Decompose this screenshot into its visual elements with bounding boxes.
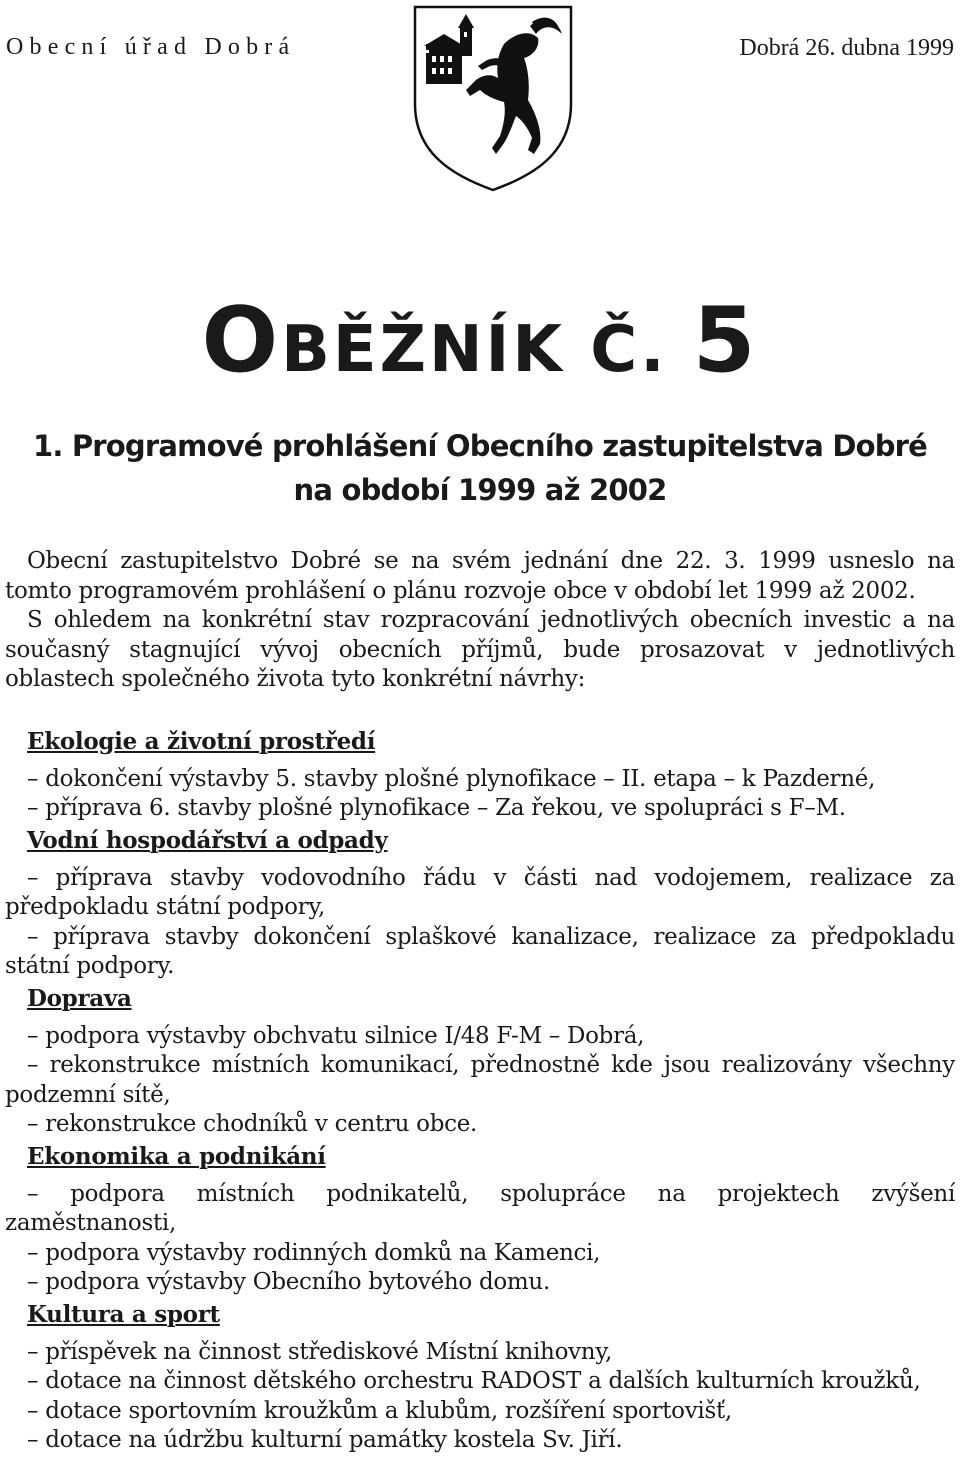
section-title [0,424,960,512]
list-item: – podpora výstavby rodinných domků na Kamenci, [27,1239,601,1266]
list-item: – dotace sportovním kroužkům a klubům, rozšíření sportovišť, [27,1397,732,1424]
section-ekonomika [5,1140,955,1298]
list-item: – dotace na činnost dětského orchestru RADOST a dalších kulturních kroužků, [27,1368,921,1394]
section-doprava [5,982,955,1140]
intro-paragraph: S ohledem na konkrétní stav rozpracování jednotlivých obecních investic a na současný stagnující vývoj obecních příjmů, bude prosazovat v jednotlivých oblastech společného života tyto konkrétní návrhy: [5,607,955,692]
list-item: – příspěvek na činnost střediskové Místní knihovny, [27,1338,612,1365]
list-item: – podpora výstavby obchvatu silnice I/48 F-M – Dobrá, [27,1022,645,1049]
list-item: – příprava 6. stavby plošné plynofikace – Za řekou, ve spolupráci s F–M. [27,795,846,821]
list-item: – dokončení výstavby 5. stavby plošné plynofikace – II. etapa – k Pazderné, [27,765,876,792]
document-date: Dobrá 26. dubna 1999 [739,35,954,61]
list-item: – rekonstrukce chodníků v centru obce. [27,1111,478,1137]
list-item: – podpora místních podnikatelů, spolupráce na projektech zvýšení zaměstnanosti, [5,1180,955,1236]
office-name: Obecní úřad Dobrá [6,34,296,60]
intro-paragraph: Obecní zastupitelstvo Dobré se na svém jednání dne 22. 3. 1999 usneslo na tomto programovém prohlášení o plánu rozvoje obce v období let 1999 až 2002. [5,548,955,604]
list-item: – dotace na údržbu kulturní památky kostela Sv. Jiří. [27,1427,623,1453]
section-ekologie [5,725,955,824]
section-heading: Ekologie a životní prostředí [27,727,376,755]
section-kultura-sport [5,1298,955,1456]
list-item: – rekonstrukce místních komunikací, přednostně kde jsou realizovány všechny podzemní sítě, [5,1052,955,1108]
document-body [5,547,955,1456]
section-heading: Vodní hospodářství a odpady [27,826,388,854]
coat-of-arms-icon [412,4,574,192]
section-vodni-hospodarstvi [5,824,955,982]
list-item: – příprava stavby vodovodního řádu v části nad vodojemem, realizace za předpokladu státní podpory, [5,864,955,920]
section-heading: Doprava [27,984,132,1012]
section-title-line2: na období 1999 až 2002 [293,473,667,507]
section-title-line1: 1. Programové prohlášení Obecního zastupitelstva Dobré [32,429,928,463]
page-title: OBĚŽNÍK Č. 5 [201,288,759,393]
list-item: – podpora výstavby Obecního bytového domu. [27,1269,550,1295]
list-item: – příprava stavby dokončení splaškové kanalizace, realizace za předpokladu státní podpory. [5,923,955,979]
section-heading: Ekonomika a podnikání [27,1142,326,1170]
section-heading: Kultura a sport [27,1300,220,1328]
